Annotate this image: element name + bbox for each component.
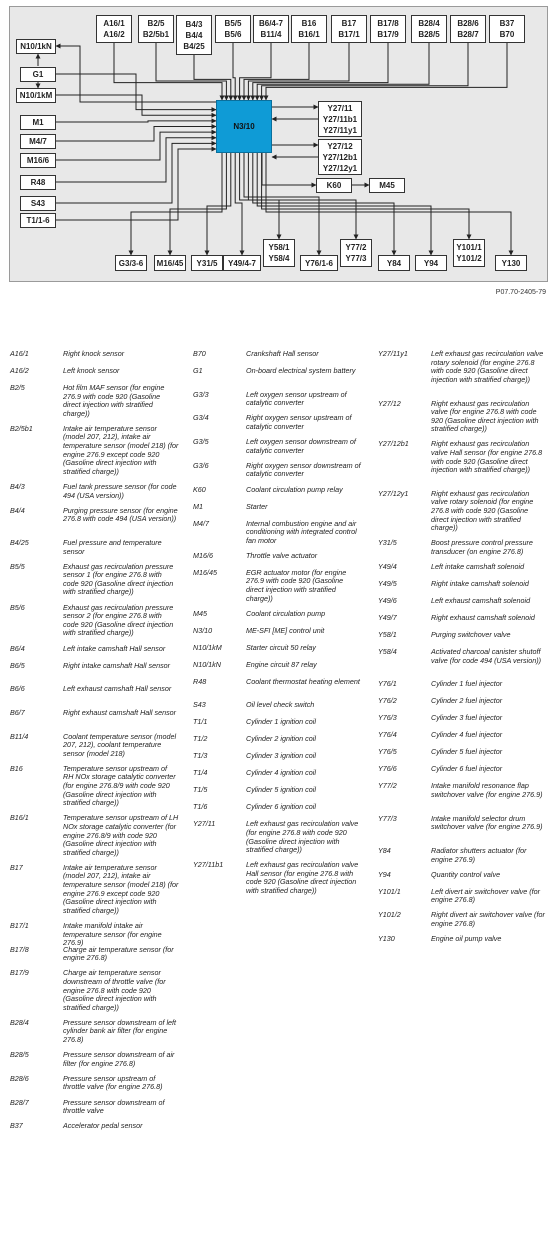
- signal-line: [56, 132, 216, 160]
- component-label: B70: [499, 30, 515, 39]
- legend-code: Y27/12y1: [378, 488, 409, 498]
- legend-description: Boost pressure control pressure transducer (on engine 276.8): [431, 538, 533, 556]
- component-label: B28/4: [418, 19, 440, 28]
- legend-code: B6/4: [10, 643, 25, 653]
- component-k60: [316, 178, 352, 193]
- component-y84: [378, 255, 410, 271]
- legend-description: Pressure sensor upstream of throttle valve (for engine 276.8): [63, 1073, 163, 1092]
- component-b28b: [450, 15, 486, 43]
- legend-code: B6/7: [10, 707, 25, 717]
- block-diagram: [9, 6, 548, 282]
- legend-code: N10/1kN: [193, 659, 221, 669]
- component-y27-11: [318, 101, 362, 137]
- component-label: Y58/4: [268, 254, 290, 263]
- signal-line: [253, 43, 388, 100]
- legend-description: Intake air temperature sensor (model 207, 212), intake air temperature sensor (model 218) (for engine 276.9 except code 920 (Gasoline direct injection with stratified charge)): [63, 862, 179, 915]
- control-unit-n3-10: [216, 100, 272, 153]
- legend-description: Coolant thermostat heating element: [246, 676, 360, 686]
- signal-line: [56, 143, 216, 203]
- component-m4-7: [20, 134, 56, 149]
- component-label: Y77/3: [345, 254, 367, 263]
- legend-code: B11/4: [10, 731, 29, 741]
- legend-code: G3/3: [193, 389, 209, 399]
- legend-code: Y31/5: [378, 538, 397, 548]
- legend-description: Purging switchover valve: [431, 630, 511, 640]
- component-y76: [300, 255, 338, 271]
- component-y49: [223, 255, 261, 271]
- legend-code: B6/5: [10, 660, 25, 670]
- legend-code: G3/6: [193, 460, 209, 470]
- legend-code: N3/10: [193, 625, 213, 635]
- legend-description: Left exhaust gas recirculation valve Hall sensor (for engine 276.8 with code 920 (Gasoline direct injection with stratified charge)): [246, 860, 359, 896]
- component-label: B37: [499, 19, 515, 28]
- legend-code: M16/6: [193, 550, 213, 560]
- legend-description: Pressure sensor downstream of throttle valve: [63, 1097, 165, 1116]
- component-b2: [138, 15, 174, 43]
- signal-line: [233, 43, 235, 100]
- legend-code: Y58/1: [378, 630, 397, 640]
- legend-code: Y76/1: [378, 679, 397, 689]
- legend-code: B4/4: [10, 505, 25, 515]
- legend-code: M4/7: [193, 518, 209, 528]
- legend-description: Left intake camshaft solenoid: [431, 562, 525, 572]
- legend-description: Exhaust gas recirculation pressure sensor 2 (for engine 276.8 with code 920 (Gasoline direct injection with stratified charge)): [63, 602, 174, 638]
- control-unit-label: N3/10: [233, 122, 255, 131]
- legend-code: Y27/11b1: [193, 860, 224, 870]
- component-label: M4/7: [29, 137, 47, 146]
- component-y101: [453, 239, 485, 267]
- component-label: Y101/1: [456, 243, 482, 252]
- component-m16-45: [154, 255, 186, 271]
- legend-description: EGR actuator motor (for engine 276.9 with code 920 (Gasoline direct injection with stratified charge)): [246, 567, 347, 603]
- component-b4: [176, 15, 212, 55]
- legend-code: S43: [193, 700, 206, 710]
- component-label: Y77/2: [345, 243, 367, 252]
- legend-code: B5/5: [10, 561, 25, 571]
- component-label: N10/1kN: [20, 42, 52, 51]
- signal-line: [56, 127, 216, 142]
- legend-code: Y101/1: [378, 886, 401, 896]
- legend-description: Crankshaft Hall sensor: [246, 349, 319, 358]
- component-label: B4/25: [183, 41, 205, 51]
- legend-description: Purging pressure sensor (for engine 276.8 with code 494 (USA version)): [63, 505, 178, 524]
- legend-code: Y27/12b1: [378, 439, 409, 449]
- signal-line: [240, 153, 279, 239]
- legend-code: M45: [193, 608, 207, 618]
- component-y27-12: [318, 139, 362, 175]
- legend-description: Cylinder 1 ignition coil: [246, 717, 316, 727]
- legend-description: Cylinder 4 fuel injector: [431, 730, 503, 740]
- legend-code: B28/5: [10, 1050, 29, 1060]
- component-y130: [495, 255, 527, 271]
- component-label: Y101/2: [456, 254, 482, 263]
- legend-description: Left exhaust gas recirculation valve (for engine 276.8 with code 920 (Gasoline direct injection with stratified charge)): [246, 819, 359, 855]
- legend-description: Hot film MAF sensor (for engine 276.9 with code 920 (Gasoline direct injection with stratified charge)): [63, 383, 165, 418]
- legend-code: A16/1: [10, 349, 29, 358]
- legend-description: Starter: [246, 501, 268, 511]
- component-label: B4/4: [185, 30, 203, 40]
- signal-line: [266, 43, 507, 100]
- component-label: M16/45: [156, 258, 184, 268]
- legend-description: Exhaust gas recirculation pressure sensor 1 (for engine 276.8 with code 920 (Gasoline direct injection with stratified charge)): [63, 561, 174, 597]
- legend-code: Y76/4: [378, 730, 397, 740]
- legend-code: G3/5: [193, 437, 209, 447]
- legend-description: Intake air temperature sensor (model 207, 212), intake air temperature sensor (model 218) (for engine 276.9 except code 920 (Gasoline direct injection with stratified charge)): [63, 423, 179, 476]
- legend-description: Coolant circulation pump: [246, 608, 326, 618]
- component-m16-6: [20, 153, 56, 168]
- legend-description: Left intake camshaft Hall sensor: [63, 643, 166, 653]
- component-label: Y27/11b1: [322, 114, 358, 124]
- legend-description: Right oxygen sensor downstream of catalytic converter: [246, 460, 361, 479]
- legend-code: G3/4: [193, 413, 209, 423]
- legend-description: Left exhaust camshaft Hall sensor: [63, 684, 172, 694]
- legend-description: Activated charcoal canister shutoff valve (for code 494 (USA version)): [431, 647, 541, 665]
- legend-description: Cylinder 5 fuel injector: [431, 747, 503, 757]
- component-label: Y130: [501, 258, 521, 268]
- component-n10-1kn: [16, 39, 56, 54]
- legend-description: Right exhaust camshaft solenoid: [431, 613, 535, 623]
- signal-line: [244, 43, 309, 100]
- legend-code: Y76/6: [378, 764, 397, 774]
- component-label: N10/1kM: [19, 91, 53, 100]
- legend-code: B70: [193, 349, 206, 358]
- legend-description: Temperature sensor upstream of LH NOx storage catalytic converter (for engine 276.8/9 with code 920 (Gasoline direct injection with stratified charge)): [63, 813, 179, 857]
- component-label: T1/1-6: [26, 216, 50, 225]
- legend-code: Y101/2: [378, 910, 401, 920]
- legend-description: Accelerator pedal sensor: [63, 1121, 143, 1131]
- component-label: B11/4: [260, 30, 282, 39]
- legend-code: B4/25: [10, 538, 29, 547]
- legend-description: Cylinder 2 fuel injector: [431, 696, 503, 706]
- signal-line: [262, 153, 469, 239]
- component-n10-1km: [16, 88, 56, 103]
- legend-description: Intake manifold intake air temperature sensor (for engine 276.9): [63, 921, 162, 948]
- legend-description: Pressure sensor downstream of air filter (for engine 276.8): [63, 1050, 175, 1068]
- legend-description: Internal combustion engine and air conditioning with integrated control fan motor: [246, 518, 357, 545]
- legend-code: B6/6: [10, 684, 25, 694]
- component-label: B5/5: [224, 19, 242, 28]
- legend-description: Left knock sensor: [63, 366, 120, 375]
- legend-code: T1/6: [193, 802, 208, 812]
- component-label: B17: [341, 19, 357, 28]
- legend-code: Y27/11y1: [378, 349, 408, 358]
- component-b37: [489, 15, 525, 43]
- legend-code: B28/6: [10, 1073, 29, 1083]
- legend-code: R48: [193, 676, 207, 686]
- signal-line: [235, 153, 242, 255]
- component-label: S43: [30, 199, 46, 208]
- component-label: B16/1: [298, 30, 320, 39]
- component-b6b11: [253, 15, 289, 43]
- legend-description: Starter circuit 50 relay: [246, 642, 316, 652]
- signal-line: [131, 153, 222, 255]
- legend-description: Cylinder 3 ignition coil: [246, 751, 316, 761]
- legend-code: Y27/12: [378, 398, 401, 408]
- legend-description: On-board electrical system battery: [246, 366, 356, 375]
- legend-code: Y77/3: [378, 813, 397, 823]
- legend-code: B17/8: [10, 944, 29, 954]
- legend-code: T1/5: [193, 785, 208, 795]
- legend-code: A16/2: [10, 366, 29, 375]
- component-label: M1: [32, 118, 44, 127]
- legend-description: Right exhaust gas recirculation valve rotary solenoid (for engine 276.8 with code 920 (Gasoline direct injection with stratified charge)): [431, 488, 534, 533]
- component-label: Y27/11: [327, 103, 353, 113]
- component-label: Y84: [386, 258, 402, 268]
- component-m45: [369, 178, 405, 193]
- legend-code: Y49/4: [378, 562, 397, 572]
- component-label: B28/7: [457, 30, 479, 39]
- legend-code: Y84: [378, 846, 391, 855]
- legend-code: B28/4: [10, 1017, 29, 1027]
- signal-line: [262, 153, 316, 185]
- legend-description: Coolant circulation pump relay: [246, 484, 343, 494]
- legend-code: B16: [10, 763, 23, 773]
- legend-description: Fuel pressure and temperature sensor: [63, 538, 162, 556]
- component-label: G1: [32, 70, 44, 79]
- legend-description: Pressure sensor downstream of left cylinder bank air filter (for engine 276.8): [63, 1017, 177, 1045]
- legend-code: T1/2: [193, 734, 208, 744]
- legend-code: B2/5b1: [10, 423, 33, 433]
- component-label: G3/3-6: [118, 258, 144, 268]
- legend-code: Y49/5: [378, 579, 397, 589]
- legend-description: Right exhaust camshaft Hall sensor: [63, 707, 177, 717]
- legend-code: Y49/6: [378, 596, 397, 606]
- legend-code: B16/1: [10, 813, 29, 823]
- legend-description: Right exhaust gas recirculation valve (for engine 276.8 with code 920 (Gasoline direct injection with stratified charge)): [431, 398, 539, 434]
- component-label: B28/5: [418, 30, 440, 39]
- component-label: B16: [301, 19, 317, 28]
- legend-description: Quantity control valve: [431, 869, 501, 879]
- legend-code: Y94: [378, 869, 391, 879]
- component-label: A16/2: [103, 30, 125, 39]
- signal-line: [262, 43, 468, 100]
- component-y31-5: [191, 255, 223, 271]
- legend-description: Intake manifold selector drum switchover valve (for engine 276.9): [431, 813, 543, 832]
- component-label: A16/1: [103, 19, 125, 28]
- legend-code: B5/6: [10, 602, 25, 612]
- component-b17b: [370, 15, 406, 43]
- component-label: B17/8: [377, 19, 399, 28]
- component-b28a: [411, 15, 447, 43]
- legend-code: B17/9: [10, 968, 29, 978]
- legend-code: Y49/7: [378, 613, 397, 623]
- legend-description: Cylinder 3 fuel injector: [431, 713, 503, 723]
- legend-description: Temperature sensor upstream of RH NOx storage catalytic converter (for engine 276.8/9 with code 920 (Gasoline direct injection with stratified charge)): [63, 763, 176, 808]
- legend-description: ME-SFI [ME] control unit: [246, 625, 325, 635]
- legend-code: Y130: [378, 934, 395, 944]
- component-r48: [20, 175, 56, 190]
- legend-code: T1/3: [193, 751, 208, 761]
- component-y58: [263, 239, 295, 267]
- legend-code: K60: [193, 484, 206, 494]
- legend-description: Left divert air switchover valve (for engine 276.8): [431, 886, 541, 905]
- legend-code: T1/1: [193, 717, 208, 727]
- component-t1: [20, 213, 56, 228]
- legend-code: B37: [10, 1121, 23, 1131]
- legend-description: Cylinder 4 ignition coil: [246, 768, 316, 778]
- legend-code: M1: [193, 501, 203, 511]
- legend-code: B28/7: [10, 1097, 29, 1107]
- component-g1: [20, 67, 56, 82]
- legend-description: Cylinder 5 ignition coil: [246, 785, 316, 795]
- legend-description: Engine oil pump valve: [431, 934, 502, 944]
- legend-code: B2/5: [10, 383, 25, 392]
- legend-code: Y76/3: [378, 713, 397, 723]
- component-label: M45: [379, 181, 395, 190]
- component-label: B5/6: [224, 30, 242, 39]
- legend-description: Charge air temperature sensor (for engine 276.8): [63, 944, 174, 963]
- legend-description: Right knock sensor: [63, 349, 125, 358]
- component-label: B6/4-7: [258, 19, 283, 28]
- legend-description: Cylinder 6 fuel injector: [431, 764, 503, 774]
- component-label: K60: [326, 181, 342, 190]
- legend-code: Y76/2: [378, 696, 397, 706]
- legend-description: Right exhaust gas recirculation valve Hall sensor (for engine 276.8 with code 920 (Gasoline direct injection with stratified charge)): [431, 439, 543, 475]
- component-label: Y27/12b1: [322, 152, 358, 162]
- figure-code: P07.70-2405-79: [495, 289, 546, 296]
- component-label: B17/1: [338, 30, 360, 39]
- legend-code: Y27/11: [193, 819, 216, 829]
- legend-description: Right intake camshaft solenoid: [431, 579, 529, 589]
- component-a16: [96, 15, 132, 43]
- legend-description: Left oxygen sensor upstream of catalytic converter: [246, 389, 347, 408]
- signal-line: [194, 55, 231, 100]
- legend-description: Left oxygen sensor downstream of catalytic converter: [246, 437, 356, 455]
- legend-code: T1/4: [193, 768, 208, 778]
- legend-description: Right divert air switchover valve (for engine 276.8): [431, 910, 545, 928]
- signal-line: [248, 43, 349, 100]
- legend-description: Charge air temperature sensor downstream of throttle valve (for engine 276.8 with code 920 (Gasoline direct injection with stratified charge)): [63, 968, 166, 1012]
- component-label: Y31/5: [196, 258, 218, 268]
- legend-description: Left exhaust camshaft solenoid: [431, 596, 531, 606]
- legend-description: Coolant temperature sensor (model 207, 212), coolant temperature sensor (model 218): [63, 731, 177, 758]
- legend-code: Y77/2: [378, 781, 397, 791]
- legend-code: M16/45: [193, 567, 217, 577]
- component-m1: [20, 115, 56, 130]
- legend-code: Y76/5: [378, 747, 397, 757]
- legend-code: G1: [193, 366, 203, 375]
- legend-code: N10/1kM: [193, 642, 222, 652]
- legend-description: Engine circuit 87 relay: [246, 659, 317, 669]
- component-label: R48: [30, 178, 46, 187]
- component-label: B2/5b1: [142, 30, 170, 39]
- component-label: B28/6: [457, 19, 479, 28]
- signal-line: [56, 121, 216, 122]
- component-b17: [331, 15, 367, 43]
- legend-code: B4/3: [10, 482, 25, 491]
- component-label: Y58/1: [268, 243, 290, 252]
- signal-line: [257, 43, 429, 100]
- legend-description: Cylinder 1 fuel injector: [431, 679, 503, 689]
- component-y77: [340, 239, 372, 267]
- component-label: Y49/4-7: [227, 258, 257, 268]
- component-label: B4/3: [185, 19, 203, 29]
- component-label: Y27/11y1: [323, 125, 357, 135]
- legend-description: Right oxygen sensor upstream of catalytic converter: [246, 413, 352, 431]
- component-y94: [415, 255, 447, 271]
- component-g3: [115, 255, 147, 271]
- component-label: Y27/12y1: [322, 163, 358, 173]
- legend-description: Throttle valve actuator: [246, 550, 318, 560]
- legend-description: Intake manifold resonance flap switchover valve (for engine 276.9): [431, 781, 543, 799]
- component-label: M16/6: [26, 156, 50, 165]
- component-label: Y27/12: [327, 141, 353, 151]
- legend-description: Fuel tank pressure sensor (for code 494 (USA version)): [63, 482, 177, 500]
- legend-description: Cylinder 2 ignition coil: [246, 734, 316, 744]
- legend-code: B17/1: [10, 921, 29, 930]
- signal-line: [207, 153, 231, 255]
- component-b5: [215, 15, 251, 43]
- legend-description: Oil level check switch: [246, 700, 315, 710]
- legend-description: Left exhaust gas recirculation valve rotary solenoid (for engine 276.8 with code 920 (Gasoline direct injection with stratified charge)): [431, 349, 544, 384]
- component-label: Y94: [423, 258, 439, 268]
- legend-description: Cylinder 6 ignition coil: [246, 802, 316, 812]
- component-label: B2/5: [147, 19, 165, 28]
- component-b16: [291, 15, 327, 43]
- legend-code: B17: [10, 862, 23, 872]
- legend-description: Right intake camshaft Hall sensor: [63, 660, 171, 670]
- component-label: Y76/1-6: [304, 258, 334, 268]
- legend-code: Y58/4: [378, 647, 397, 657]
- component-s43: [20, 196, 56, 211]
- component-label: B17/9: [377, 30, 399, 39]
- legend-description: Radiator shutters actuator (for engine 276.9): [431, 846, 527, 864]
